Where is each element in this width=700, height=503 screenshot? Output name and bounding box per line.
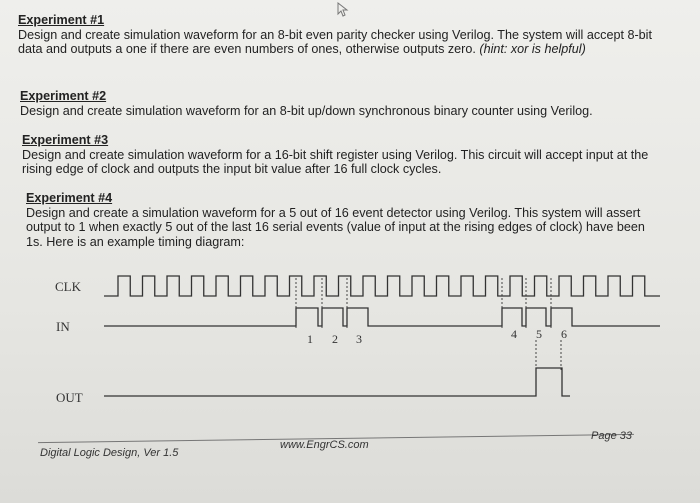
clk-signal-label: CLK [55,279,81,294]
footer-course-title: Digital Logic Design, Ver 1.5 [40,447,179,459]
experiment-4-title: Experiment #4 [26,191,113,205]
pulse-label-6: 6 [561,327,567,341]
experiment-1-title: Experiment #1 [18,13,105,27]
pulse-label-3: 3 [356,332,362,346]
pulse-label-4: 4 [511,327,517,341]
experiment-2-title: Experiment #2 [20,89,107,103]
pulse-label-1: 1 [307,332,313,346]
experiment-3-description: Design and create simulation waveform for a 16-bit shift register using Verilog. This circuit will accept input at the rising edge of clock and outputs the input bit value after 16 full clock cycles. [22,147,649,176]
out-waveform [104,368,570,396]
out-signal-label: OUT [56,390,83,405]
experiment-4-description: Design and create a simulation waveform for a 5 out of 16 event detector using Verilog. This system will assert output to 1 when exactly 5 out of the last 16 serial events (value of input at the rising edges of clock) have been 1s. Here is an example timing diagram: [26,205,645,249]
pulse-label-5: 5 [536,327,542,341]
clk-waveform [104,276,660,296]
in-signal-label: IN [56,319,70,334]
footer-website: www.EngrCS.com [280,439,369,451]
pulse-label-2: 2 [332,332,338,346]
experiment-3-title: Experiment #3 [22,133,109,147]
footer-page-number: Page 33 [591,430,632,442]
in-waveform [104,308,660,326]
experiment-1-hint: (hint: xor is helpful) [479,42,586,56]
experiment-2-description: Design and create simulation waveform for an 8-bit up/down synchronous binary counter using Verilog. [20,103,593,118]
experiment-1-text: Design and create simulation waveform for an 8-bit even parity checker using Verilog. The system will accept 8-bit data and outputs a one if there are even numbers of ones, otherwise outputs zero. [18,27,652,56]
